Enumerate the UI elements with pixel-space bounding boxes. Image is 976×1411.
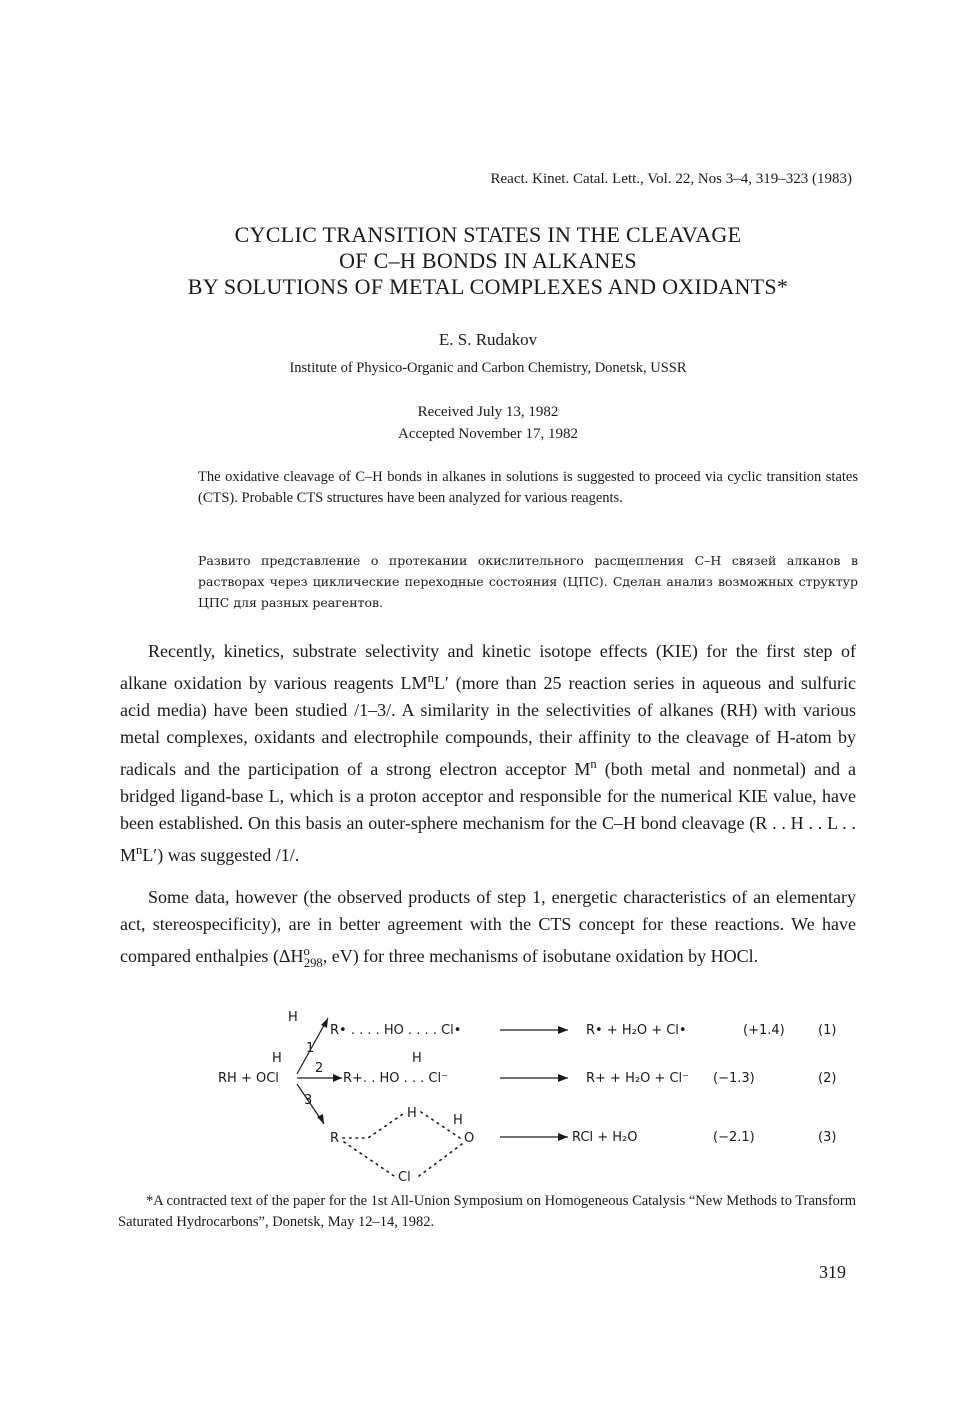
path-label-1: 1 <box>306 1041 315 1056</box>
path-label-2: 2 <box>315 1061 324 1076</box>
body-paragraph-2: Some data, however (the observed products of step 1, energetic characteristics of an elementary act, stereospecificity), are in better agreement with the CTS concept for these reactions. We have compared enthalpies ($\Delta H^o_{298}$, eV) for three mechanisms of isobutane oxidation by HOCl. <box>120 887 856 970</box>
r2-h-label: H <box>412 1051 422 1066</box>
abstract-english: The oxidative cleavage of C–H bonds in alkanes in solutions is suggested to proceed via cyclic transition states (CTS). Probable CTS structures have been analyzed for various reagents. <box>198 469 858 506</box>
footnote: *A contracted text of the paper for the 1st All-Union Symposium on Homogeneous Catalysis “New Methods to Transform Saturated Hydrocarbons”, Donetsk, May 12–14, 1982. <box>118 1193 857 1230</box>
r3-equation-number: (3) <box>818 1130 837 1145</box>
author-name: E. S. Rudakov <box>438 330 538 349</box>
title-line: BY SOLUTIONS OF METAL COMPLEXES AND OXIDANTS* <box>187 274 789 299</box>
r2-arrowhead <box>558 1074 568 1082</box>
path-1-arrowhead <box>321 1018 328 1028</box>
r2-enthalpy: (−1.3) <box>713 1071 755 1086</box>
r1-transition-state: R• . . . . HO . . . . Cl• <box>330 1023 462 1038</box>
r3-arrowhead <box>558 1133 568 1141</box>
reaction-scheme <box>200 1000 860 1190</box>
reactant: RH + OCl <box>218 1071 279 1086</box>
r3-bridging-h: H <box>407 1106 417 1121</box>
submission-dates <box>0 401 976 445</box>
path-2-arrowhead <box>333 1074 342 1082</box>
r3-enthalpy: (−2.1) <box>713 1130 755 1145</box>
title-line: CYCLIC TRANSITION STATES IN THE CLEAVAGE <box>234 222 742 247</box>
page-number: 319 <box>819 1262 846 1282</box>
r1-enthalpy: (+1.4) <box>743 1023 785 1038</box>
r2-equation-number: (2) <box>818 1071 837 1086</box>
abstract-russian: Развито представление о протекании окислительного расщепления С–Н связей алканов в растворах через циклические переходные состояния (ЦПС). Сделан анализ возможных структур ЦПС для разных реагентов. <box>198 553 858 610</box>
reactant-h-label: H <box>272 1051 282 1066</box>
body-paragraph-1: Recently, kinetics, substrate selectivity and kinetic isotope effects (KIE) for the first step of alkane oxidation by various reagents $LM^nL'$ (more than 25 reaction series in aqueous and sulfuric acid media) have been studied /1–3/. A similarity in the selectivities of alkanes (RH) with various metal complexes, oxidants and electrophile compounds, their affinity to the cleavage of H-atom by radicals and the participation of a strong electron acceptor $M^n$ (both metal and nonmetal) and a bridged ligand-base L, which is a proton acceptor and responsible for the numerical KIE value, have been established. On this basis an outer-sphere mechanism for the C–H bond cleavage (R . . H . . L . . $M^nL'$) was suggested /1/. <box>120 641 857 865</box>
r3-cl: Cl <box>398 1170 411 1185</box>
r3-products: RCl + H₂O <box>572 1130 638 1145</box>
r3-oh-h: H <box>453 1113 463 1128</box>
r1-products: R• + H₂O + Cl• <box>586 1023 687 1038</box>
paper-title <box>0 222 976 300</box>
accepted-date: Accepted November 17, 1982 <box>398 426 578 442</box>
r1-equation-number: (1) <box>818 1023 837 1038</box>
path-label-3: 3 <box>304 1093 313 1108</box>
r1-h-label: H <box>288 1010 298 1025</box>
r1-arrowhead <box>558 1026 568 1034</box>
r2-products: R+ + H₂O + Cl⁻ <box>586 1071 690 1086</box>
title-line: OF C–H BONDS IN ALKANES <box>339 248 637 273</box>
r3-r: R <box>330 1131 340 1146</box>
journal-reference: React. Kinet. Catal. Lett., Vol. 22, Nos 3–4, 319–323 (1983) <box>490 171 852 187</box>
r3-o: O <box>464 1131 475 1146</box>
author-affiliation: Institute of Physico-Organic and Carbon Chemistry, Donetsk, USSR <box>289 360 687 376</box>
received-date: Received July 13, 1982 <box>417 404 559 420</box>
r2-transition-state: R+. . HO . . . Cl⁻ <box>343 1071 448 1086</box>
r3-cyclic-bonds <box>343 1112 462 1176</box>
